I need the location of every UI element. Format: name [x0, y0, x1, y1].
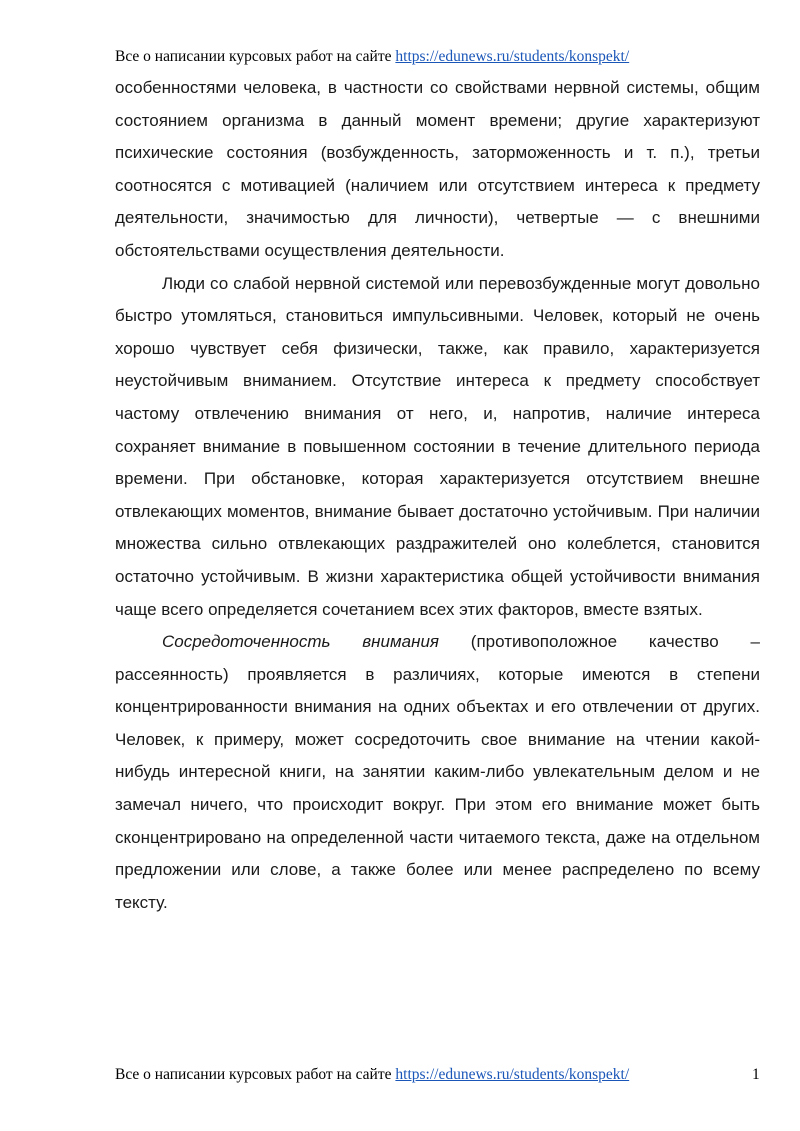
page-header: [115, 48, 629, 66]
page-number: 1: [752, 1066, 760, 1083]
paragraph-1: особенностями человека, в частности со свойствами нервной системы, общим состоянием организма в данный момент времени; другие характеризуют психические состояния (возбужденность, заторможенность и т. п.), третьи соотносятся с мотивацией (наличием или отсутствием интереса к предмету деятельности, значимостью для личности), четвертые — с внешними обстоятельствами осуществления деятельности.: [115, 78, 760, 260]
page-footer: [115, 1066, 629, 1084]
paragraph-3-text: (противоположное качество – рассеянность) проявляется в различиях, которые имеются в степени концентрированности внимания на одних объектах и его отвлечении от других. Человек, к примеру, может сосредоточить свое внимание на чтении какой-нибудь интересной книги, на занятии каким-либо увлекательным делом и не замечал ничего, что происходит вокруг. При этом его внимание может быть сконцентрировано на определенной части читаемого текста, даже на отдельном предложении или слове, а также более или менее распределено по всему тексту.: [115, 632, 760, 912]
paragraph-3-term: Сосредоточенность внимания: [162, 632, 439, 652]
header-text: Все о написании курсовых работ на сайте: [115, 48, 396, 65]
paragraph-2: Люди со слабой нервной системой или перевозбужденные могут довольно быстро утомляться, становиться импульсивными. Человек, который не очень хорошо чувствует себя физически, также, как правило, характеризуется неустойчивым вниманием. Отсутствие интереса к предмету способствует частому отвлечению внимания от него, и, напротив, наличие интереса сохраняет внимание в повышенном состоянии в течение длительного периода времени. При обстановке, которая характеризуется отсутствием внешне отвлекающих моментов, внимание бывает достаточно устойчивым. При наличии множества сильно отвлекающих раздражителей оно колеблется, становится остаточно устойчивым. В жизни характеристика общей устойчивости внимания чаще всего определяется сочетанием всех этих факторов, вместе взятых.: [115, 273, 760, 619]
footer-text: Все о написании курсовых работ на сайте: [115, 1066, 396, 1083]
paragraph-3: [115, 626, 760, 919]
body-text: [115, 72, 760, 919]
header-link[interactable]: https://edunews.ru/students/konspekt/: [395, 48, 630, 65]
footer-link[interactable]: https://edunews.ru/students/konspekt/: [395, 1066, 630, 1083]
